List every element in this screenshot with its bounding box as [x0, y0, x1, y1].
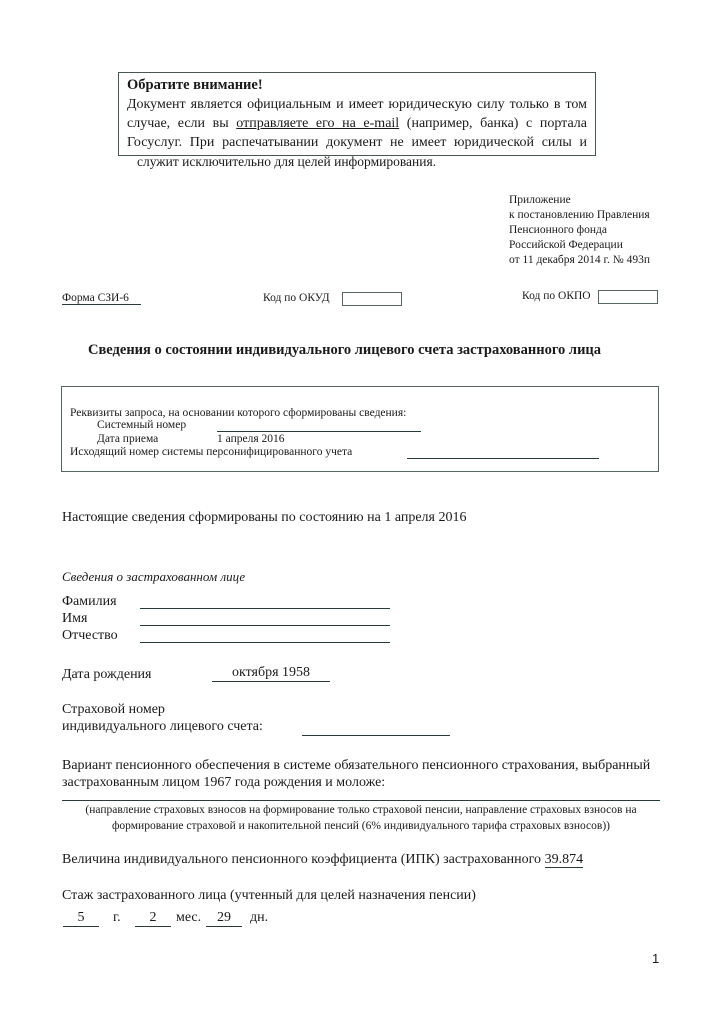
- pension-option-text-line-1: Вариант пенсионного обеспечения в системе обязательного пенсионного страхования, выбранный: [62, 758, 651, 773]
- pension-option-note: [62, 802, 660, 834]
- service-months-unit: мес.: [176, 910, 202, 925]
- birth-date-label: Дата рождения: [62, 667, 152, 682]
- okud-code-field[interactable]: [342, 292, 402, 306]
- ipk-value: 39.874: [544, 852, 584, 867]
- okpo-label: Код по ОКПО: [522, 290, 591, 302]
- received-date-value: 1 апреля 2016: [217, 433, 285, 445]
- outgoing-number-field[interactable]: [407, 446, 599, 459]
- appendix-reference: [509, 193, 650, 268]
- request-heading: Реквизиты запроса, на основании которого сформированы сведения:: [70, 407, 407, 419]
- patronymic-field[interactable]: [140, 628, 390, 643]
- notice-line-3: Госуслуг. При распечатывании документ не имеет юридической силы и: [127, 135, 587, 150]
- snils-label-line-1: Страховой номер: [62, 702, 165, 717]
- ipk-row: [62, 852, 583, 868]
- system-number-label: Системный номер: [97, 419, 187, 431]
- system-number-field[interactable]: [217, 419, 421, 432]
- name-field[interactable]: [140, 611, 390, 626]
- name-label: Имя: [62, 611, 88, 626]
- snils-field[interactable]: [302, 721, 450, 736]
- page-number: 1: [652, 951, 660, 966]
- legal-notice-box: [118, 72, 596, 169]
- appendix-line: от 11 декабря 2014 г. № 493п: [509, 254, 650, 266]
- insured-person-section-title: Сведения о застрахованном лице: [62, 569, 246, 584]
- service-days-unit: дн.: [250, 910, 269, 925]
- ipk-label: Величина индивидуального пенсионного коэффициента (ИПК) застрахованного: [62, 852, 542, 867]
- okud-label: Код по ОКУД: [263, 292, 330, 304]
- notice-line-4: служит исключительно для целей информирования.: [137, 154, 437, 169]
- appendix-line: Российской Федерации: [509, 239, 623, 251]
- pension-option-field[interactable]: [62, 784, 660, 801]
- service-years-value: 5: [63, 910, 99, 927]
- pension-option-note-line-1: (направление страховых взносов на формирование только страховой пенсии, направление страховых взносов на: [85, 804, 637, 816]
- appendix-line: к постановлению Правления: [509, 209, 650, 221]
- notice-email-link[interactable]: отправляете его на e-mail: [236, 116, 400, 131]
- pension-option-text-line-2: застрахованным лицом 1967 года рождения и моложе:: [62, 775, 386, 790]
- notice-line-1: Документ является официальным и имеет юридическую силу только в том: [127, 97, 587, 112]
- patronymic-label: Отчество: [62, 628, 118, 643]
- surname-field[interactable]: [140, 594, 390, 609]
- as-of-statement: Настоящие сведения сформированы по состоянию на 1 апреля 2016: [62, 510, 467, 525]
- notice-title: Обратите внимание!: [127, 77, 263, 93]
- notice-line-2-suffix: (например, банка) с портала: [399, 116, 588, 131]
- snils-label-line-2: индивидуального лицевого счета:: [62, 719, 263, 734]
- service-length-label: Стаж застрахованного лица (учтенный для целей назначения пенсии): [62, 888, 476, 903]
- appendix-line: Приложение: [509, 194, 571, 206]
- outgoing-number-label: Исходящий номер системы персонифицированного учета: [70, 446, 353, 458]
- notice-line-2: [127, 114, 587, 133]
- notice-line-2-prefix: случае, если вы: [127, 116, 237, 131]
- received-date-label: Дата приема: [97, 433, 159, 445]
- pension-option-note-line-2: формирование страховой и накопительной пенсий (6% индивидуального тарифа страховых взносов)): [111, 820, 610, 832]
- surname-label: Фамилия: [62, 594, 117, 609]
- birth-date-value: октября 1958: [212, 665, 330, 682]
- service-years-unit: г.: [113, 910, 121, 925]
- service-months-value: 2: [135, 910, 171, 927]
- okpo-code-field[interactable]: [598, 290, 658, 304]
- appendix-line: Пенсионного фонда: [509, 224, 607, 236]
- form-name: Форма СЗИ-6: [62, 292, 141, 305]
- service-days-value: 29: [206, 910, 242, 927]
- document-title: Сведения о состоянии индивидуального лицевого счета застрахованного лица: [88, 342, 602, 358]
